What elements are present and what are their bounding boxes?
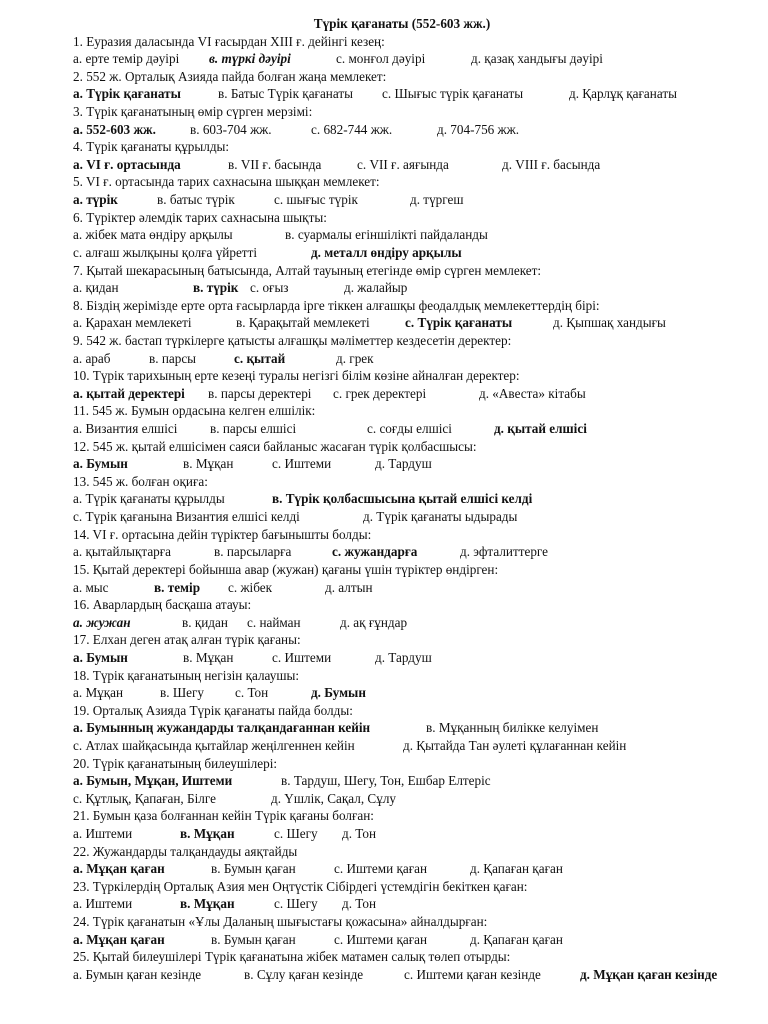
answer-option: д. түргеш	[410, 192, 464, 208]
answer-option: д. алтын	[325, 579, 373, 595]
answer-option-correct: а. VI ғ. ортасында	[73, 156, 181, 172]
answer-option: с. Иштеми	[272, 456, 332, 472]
answer-row	[0, 156, 768, 174]
answer-option: а. Византия елшісі	[73, 421, 178, 437]
answer-row	[0, 350, 768, 368]
answer-row	[0, 191, 768, 209]
answer-option: в. VII ғ. басында	[228, 156, 322, 172]
answer-option: с. жібек	[228, 579, 273, 595]
question-text: 6. Түріктер әлемдік тарих сахнасына шықты:	[73, 209, 327, 225]
question-text: 12. 545 ж. қытай елшісімен саяси байланыс жасаған түрік қолбасшысы:	[73, 438, 477, 454]
question-text: 18. Түрік қағанатының негізін қалаушы:	[73, 667, 300, 683]
answer-option: в. Мұқан	[183, 456, 234, 472]
answer-option: с. алғаш жылқыны қолға үйретті	[73, 244, 258, 260]
answer-option: а. араб	[73, 350, 111, 366]
document-page	[0, 15, 768, 984]
answer-option-correct: а. Мұқан қаған	[73, 931, 165, 947]
answer-row	[0, 772, 768, 790]
answer-option: с. Түрік қағанына Византия елшісі келді	[73, 509, 300, 525]
answer-option-correct: с. Түрік қағанаты	[405, 315, 513, 331]
question-text: 23. Түркілердің Орталық Азия мен Оңтүстік Сібірдегі үстемдігін бекіткен қаған:	[73, 878, 528, 894]
answer-option: д. Тон	[342, 896, 377, 912]
answer-option-correct: а. қытай деректері	[73, 385, 185, 401]
answer-option: в. Қарақытай мемлекеті	[236, 315, 370, 331]
answer-option-correct: д. Бумын	[311, 685, 366, 701]
question-text: 17. Елхан деген атақ алған түрік қағаны:	[73, 632, 301, 648]
answer-option: с. Шегу	[274, 896, 318, 912]
answer-option-correct: в. түркі дәуірі	[209, 51, 291, 67]
answer-option: д. Тардуш	[375, 456, 432, 472]
answer-option: с. монғол дәуірі	[336, 51, 426, 67]
question-text: 10. Түрік тарихының ерте кезеңі туралы негізгі білім көзіне айналған деректер:	[73, 368, 520, 384]
question-text: 3. Түрік қағанатының өмір сүрген мерзімі:	[73, 104, 313, 120]
answer-option-correct: с. қытай	[234, 350, 286, 366]
answer-option: а. Мұқан	[73, 685, 124, 701]
answer-option: в. Мұқанның билікке келуімен	[426, 720, 599, 736]
question-text: 5. VI ғ. ортасында тарих сахнасына шыққан мемлекет:	[73, 174, 380, 190]
answer-row	[0, 825, 768, 843]
answer-option: с. оғыз	[250, 280, 289, 296]
answer-option: а. Түрік қағанаты құрылды	[73, 491, 225, 507]
answer-row	[0, 719, 768, 737]
answer-option: д. Қапаған қаған	[470, 931, 563, 947]
answer-option: в. Сұлу қаған кезінде	[244, 966, 364, 982]
answer-row	[0, 314, 768, 332]
answer-option: д. Тардуш	[375, 649, 432, 665]
answer-option: а. Қарахан мемлекеті	[73, 315, 192, 331]
answer-row	[0, 579, 768, 597]
answer-option: с. найман	[247, 614, 301, 630]
answer-row	[0, 121, 768, 139]
answer-row	[0, 684, 768, 702]
answer-option: с. Иштеми қаған кезінде	[404, 966, 541, 982]
answer-option: с. Құтлық, Қапаған, Білге	[73, 790, 216, 806]
answer-option: д. «Авеста» кітабы	[479, 385, 586, 401]
answer-option-correct: в. түрік	[193, 280, 239, 296]
answer-option-correct: а. Бумын	[73, 649, 128, 665]
answer-option-correct: в. Мұқан	[180, 896, 235, 912]
answer-option: в. батыс түрік	[157, 192, 235, 208]
question-text: 2. 552 ж. Орталық Азияда пайда болған жаңа мемлекет:	[73, 68, 387, 84]
answer-option: д. қазақ хандығы дәуірі	[471, 51, 603, 67]
answer-option: в. суармалы егіншілікті пайдаланды	[285, 227, 488, 243]
answer-option: д. Тон	[342, 826, 377, 842]
answer-option: д. 704-756 жж.	[437, 121, 520, 137]
answer-row	[0, 490, 768, 508]
answer-row	[0, 931, 768, 949]
answer-option: а. қидан	[73, 280, 119, 296]
answer-option: д. Қытайда Тан әулеті құлағаннан кейін	[403, 737, 627, 753]
answer-option: с. Иштеми қаған	[334, 931, 428, 947]
answer-row	[0, 790, 768, 808]
answer-option: с. Тон	[235, 685, 269, 701]
answer-option: с. Иштеми қаған	[334, 861, 428, 877]
answer-option: д. жалайыр	[344, 280, 408, 296]
answer-row	[0, 508, 768, 526]
answer-option: в. Шегу	[160, 685, 204, 701]
question-text: 15. Қытай деректері бойынша авар (жужан) қағаны үшін түріктер өндірген:	[73, 561, 499, 577]
answer-option: с. Иштеми	[272, 649, 332, 665]
answer-option-correct: д. қытай елшісі	[494, 421, 587, 437]
answer-option: в. парсыларға	[214, 544, 292, 560]
answer-option: с. грек деректері	[333, 385, 427, 401]
answer-option: в. Батыс Түрік қағанаты	[218, 86, 354, 102]
answer-option-correct: в. Мұқан	[180, 826, 235, 842]
answer-row	[0, 455, 768, 473]
answer-option: д. ақ ғұндар	[340, 614, 408, 630]
answer-option: а. мыс	[73, 579, 109, 595]
question-text: 14. VI ғ. ортасына дейін түріктер бағынышты болды:	[73, 526, 372, 542]
answer-option: а. ерте темір дәуірі	[73, 51, 180, 67]
question-text: 1. Еуразия даласында VI ғасырдан XIII ғ. дейінгі кезең:	[73, 33, 385, 49]
answer-row	[0, 279, 768, 297]
answer-option: с. 682-744 жж.	[311, 121, 393, 137]
question-text: 4. Түрік қағанаты құрылды:	[73, 139, 230, 155]
answer-option: в. Бумын қаған	[211, 931, 296, 947]
page-title: Түрік қағанаты (552-603 жж.)	[313, 16, 491, 31]
answer-option: д. Қапаған қаған	[470, 861, 563, 877]
answer-option: в. қидан	[182, 614, 228, 630]
answer-option-correct: д. Мұқан қаған кезінде	[580, 966, 718, 982]
answer-option: д. грек	[336, 350, 374, 366]
answer-option: д. эфталиттерге	[460, 544, 549, 560]
answer-row	[0, 226, 768, 244]
answer-option: в. парсы елшісі	[210, 421, 297, 437]
question-text: 8. Біздің жерімізде ерте орта ғасырларда ірге тіккен алғашқы феодалдық мемлекеттердің бірі:	[73, 297, 600, 313]
answer-option: в. 603-704 жж.	[190, 121, 272, 137]
answer-row	[0, 385, 768, 403]
question-text: 25. Қытай билеушілері Түрік қағанатына жібек матамен салық төлеп отырды:	[73, 949, 511, 965]
question-text: 24. Түрік қағанатын «Ұлы Даланың шығыстағы қожасына» айналдырған:	[73, 914, 488, 930]
answer-option: с. соғды елшісі	[367, 421, 452, 437]
answer-option: д. Түрік қағанаты ыдырады	[363, 509, 518, 525]
answer-option: д. Қарлұқ қағанаты	[569, 86, 677, 102]
answer-row	[0, 649, 768, 667]
answer-option: д. Қыпшақ хандығы	[553, 315, 666, 331]
answer-option: с. VII ғ. аяғында	[357, 156, 449, 172]
answer-option-correct: а. Мұқан қаған	[73, 861, 165, 877]
answer-option: а. Иштеми	[73, 826, 133, 842]
answer-option: а. жібек мата өндіру арқылы	[73, 227, 233, 243]
answer-option: а. қытайлықтарға	[73, 544, 172, 560]
answer-option-correct: с. жужандарға	[332, 544, 418, 560]
answer-option-correct: а. түрік	[73, 192, 118, 208]
answer-option: с. шығыс түрік	[274, 192, 358, 208]
question-text: 7. Қытай шекарасының батысында, Алтай тауының етегінде өмір сүрген мемлекет:	[73, 262, 542, 278]
answer-option: в. Тардуш, Шегу, Тон, Ешбар Елтеріс	[281, 773, 491, 789]
answer-option: д. Үшлік, Сақал, Сұлу	[271, 790, 396, 806]
answer-option: а. Иштеми	[73, 896, 133, 912]
answer-row	[0, 614, 768, 632]
question-text: 16. Аварлардың басқаша атауы:	[73, 597, 252, 613]
answer-option: с. Шегу	[274, 826, 318, 842]
question-text: 11. 545 ж. Бумын ордасына келген елшілік:	[73, 403, 316, 419]
answer-option-correct: а. Бумынның жужандарды талқандағаннан кейін	[73, 720, 371, 736]
answer-row	[0, 420, 768, 438]
answer-option: с. Атлах шайқасында қытайлар жеңілгеннен кейін	[73, 737, 355, 753]
answer-option: в. парсы	[149, 350, 197, 366]
question-text: 22. Жужандарды талқандауды аяқтайды	[73, 843, 298, 859]
answer-option-correct: в. темір	[154, 579, 201, 595]
answer-row	[0, 85, 768, 103]
answer-option-correct: д. металл өндіру арқылы	[311, 244, 462, 260]
answer-option: в. парсы деректері	[208, 385, 312, 401]
question-text: 19. Орталық Азияда Түрік қағанаты пайда болды:	[73, 702, 353, 718]
answer-option-correct: а. 552-603 жж.	[73, 121, 156, 137]
answer-row	[0, 737, 768, 755]
answer-option: д. VIII ғ. басында	[502, 156, 601, 172]
question-text: 13. 545 ж. болған оқиға:	[73, 473, 208, 489]
question-text: 9. 542 ж. бастап түркілерге қатысты алғашқы мәліметтер кездесетін деректер:	[73, 332, 512, 348]
answer-row	[0, 244, 768, 262]
question-text: 20. Түрік қағанатының билеушілері:	[73, 755, 278, 771]
answer-row	[0, 860, 768, 878]
answer-row	[0, 966, 768, 984]
answer-option: в. Бумын қаған	[211, 861, 296, 877]
answer-option-correct: а. Бумын	[73, 456, 128, 472]
answer-option: в. Мұқан	[183, 649, 234, 665]
answer-row	[0, 50, 768, 68]
question-text: 21. Бумын қаза болғаннан кейін Түрік қағаны болған:	[73, 808, 374, 824]
answer-option-correct: в. Түрік қолбасшысына қытай елшісі келді	[272, 491, 533, 507]
answer-option-correct: а. жужан	[73, 614, 131, 630]
answer-option: а. Бумын қаған кезінде	[73, 966, 202, 982]
answer-option-correct: а. Түрік қағанаты	[73, 86, 181, 102]
answer-row	[0, 895, 768, 913]
answer-option: с. Шығыс түрік қағанаты	[382, 86, 524, 102]
answer-option-correct: а. Бумын, Мұқан, Иштеми	[73, 773, 233, 789]
answer-row	[0, 543, 768, 561]
